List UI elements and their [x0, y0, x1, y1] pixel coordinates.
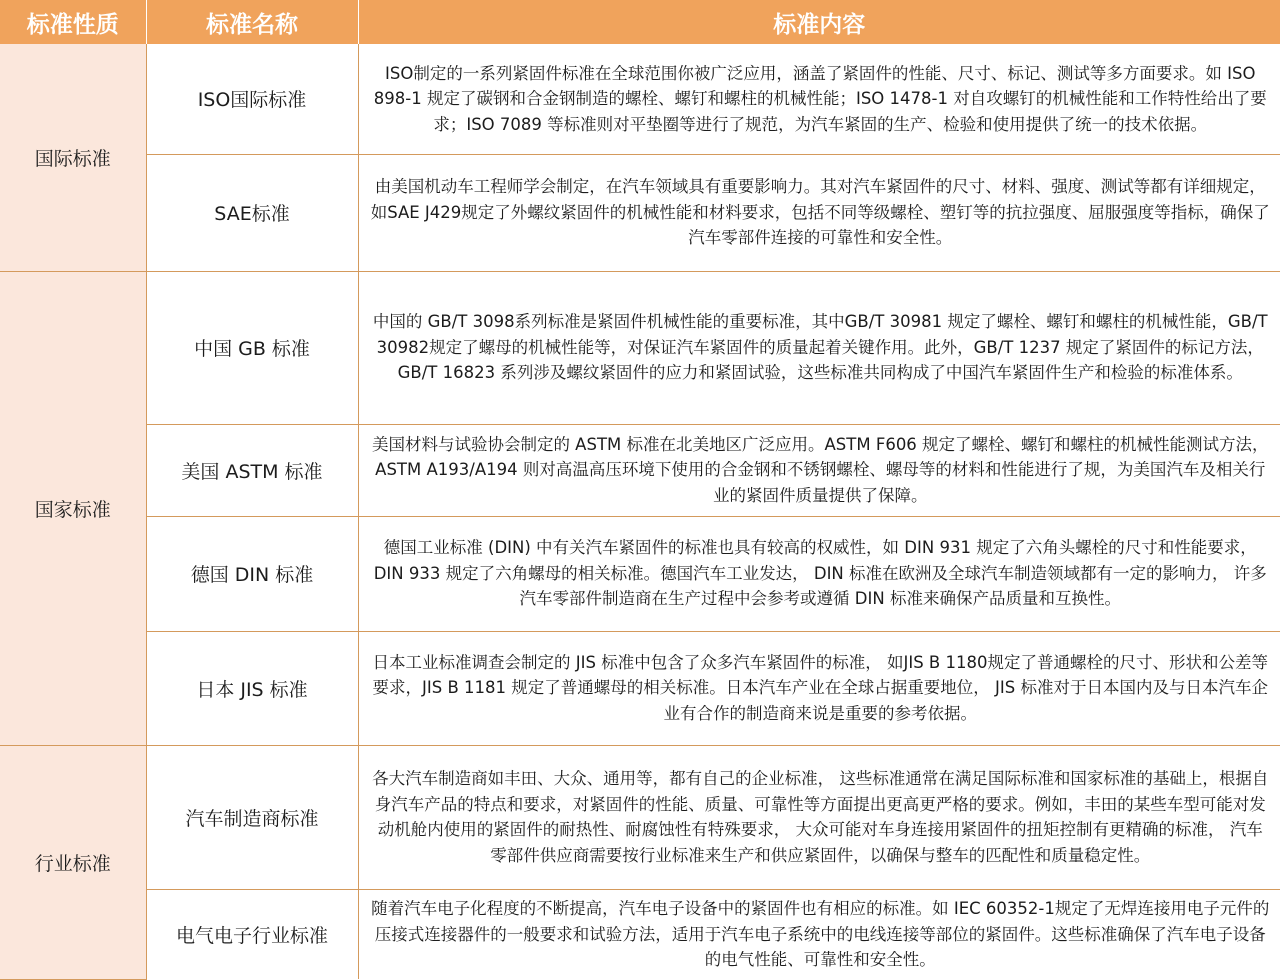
standard-name-cell: ISO国际标准 [146, 44, 358, 154]
table-row [0, 424, 1280, 516]
group-cell-international: 国际标准 [0, 44, 146, 271]
header-standard-content: 标准内容 [358, 0, 1280, 44]
standard-name-cell: 日本 JIS 标准 [146, 631, 358, 745]
table-row [0, 154, 1280, 271]
table-row [0, 516, 1280, 631]
table-row [0, 44, 1280, 154]
group-cell-national: 国家标准 [0, 271, 146, 745]
header-standard-name: 标准名称 [146, 0, 358, 44]
table-header [0, 0, 1280, 44]
standard-content-cell: ISO制定的一系列紧固件标准在全球范围你被广泛应用，涵盖了紧固件的性能、尺寸、标记、测试等多方面要求。如 ISO 898-1 规定了碳钢和合金钢制造的螺栓、螺钉和螺柱的机械性能；ISO 1478-1 对自攻螺钉的机械性能和工作特性给出了要求；ISO 7089 等标准则对平垫圈等进行了规范，为汽车紧固的生产、检验和使用提供了统一的技术依据。 [358, 44, 1280, 154]
table-row [0, 271, 1280, 424]
standard-name-cell: 美国 ASTM 标准 [146, 424, 358, 516]
standard-content-cell: 中国的 GB/T 3098系列标准是紧固件机械性能的重要标准，其中GB/T 30981 规定了螺栓、螺钉和螺柱的机械性能，GB/T 30982规定了螺母的机械性能等，对保证汽车紧固件的质量起着关键作用。此外，GB/T 1237 规定了紧固件的标记方法，GB/T 16823 系列涉及螺纹紧固件的应力和紧固试验，这些标准共同构成了中国汽车紧固件生产和检验的标准体系。 [358, 271, 1280, 424]
standard-content-cell: 随着汽车电子化程度的不断提高，汽车电子设备中的紧固件也有相应的标准。如 IEC 60352-1规定了无焊连接用电子元件的压接式连接器件的一般要求和试验方法，适用于汽车电子系统中的电线连接等部位的紧固件。这些标准确保了汽车电子设备的电气性能、可靠性和安全性。 [358, 889, 1280, 979]
table-row [0, 631, 1280, 745]
standard-content-cell: 各大汽车制造商如丰田、大众、通用等，都有自己的企业标准， 这些标准通常在满足国际标准和国家标准的基础上，根据自身汽车产品的特点和要求，对紧固件的性能、质量、可靠性等方面提出更高更严格的要求。例如，丰田的某些车型可能对发动机舱内使用的紧固件的耐热性、耐腐蚀性有特殊要求， 大众可能对车身连接用紧固件的扭矩控制有更精确的标准， 汽车零部件供应商需要按行业标准来生产和供应紧固件，以确保与整车的匹配性和质量稳定性。 [358, 745, 1280, 889]
table-row [0, 889, 1280, 979]
standard-name-cell: SAE标准 [146, 154, 358, 271]
table-body [0, 44, 1280, 979]
standard-name-cell: 汽车制造商标准 [146, 745, 358, 889]
standard-name-cell: 德国 DIN 标准 [146, 516, 358, 631]
standard-content-cell: 由美国机动车工程师学会制定，在汽车领域具有重要影响力。其对汽车紧固件的尺寸、材料、强度、测试等都有详细规定，如SAE J429规定了外螺纹紧固件的机械性能和材料要求，包括不同等级螺栓、塑钉等的抗拉强度、屈服强度等指标，确保了汽车零部件连接的可靠性和安全性。 [358, 154, 1280, 271]
standard-name-cell: 电气电子行业标准 [146, 889, 358, 979]
table-row [0, 745, 1280, 889]
header-row [0, 0, 1280, 44]
header-standard-type: 标准性质 [0, 0, 146, 44]
group-cell-industry: 行业标准 [0, 745, 146, 979]
standard-content-cell: 美国材料与试验协会制定的 ASTM 标准在北美地区广泛应用。ASTM F606 规定了螺栓、螺钉和螺柱的机械性能测试方法，ASTM A193/A194 则对高温高压环境下使用的合金钢和不锈钢螺栓、螺母等的材料和性能进行了规，为美国汽车及相关行业的紧固件质量提供了保障。 [358, 424, 1280, 516]
standard-name-cell: 中国 GB 标准 [146, 271, 358, 424]
standard-content-cell: 德国工业标准 (DIN) 中有关汽车紧固件的标准也具有较高的权威性，如 DIN 931 规定了六角头螺栓的尺寸和性能要求，DIN 933 规定了六角螺母的相关标准。德国汽车工业发达， DIN 标准在欧洲及全球汽车制造领域都有一定的影响力， 许多汽车零部件制造商在生产过程中会参考或遵循 DIN 标准来确保产品质量和互换性。 [358, 516, 1280, 631]
standard-content-cell: 日本工业标准调查会制定的 JIS 标准中包含了众多汽车紧固件的标准， 如JIS B 1180规定了普通螺栓的尺寸、形状和公差等要求，JIS B 1181 规定了普通螺母的相关标准。日本汽车产业在全球占据重要地位， JIS 标准对于日本国内及与日本汽车企业有合作的制造商来说是重要的参考依据。 [358, 631, 1280, 745]
